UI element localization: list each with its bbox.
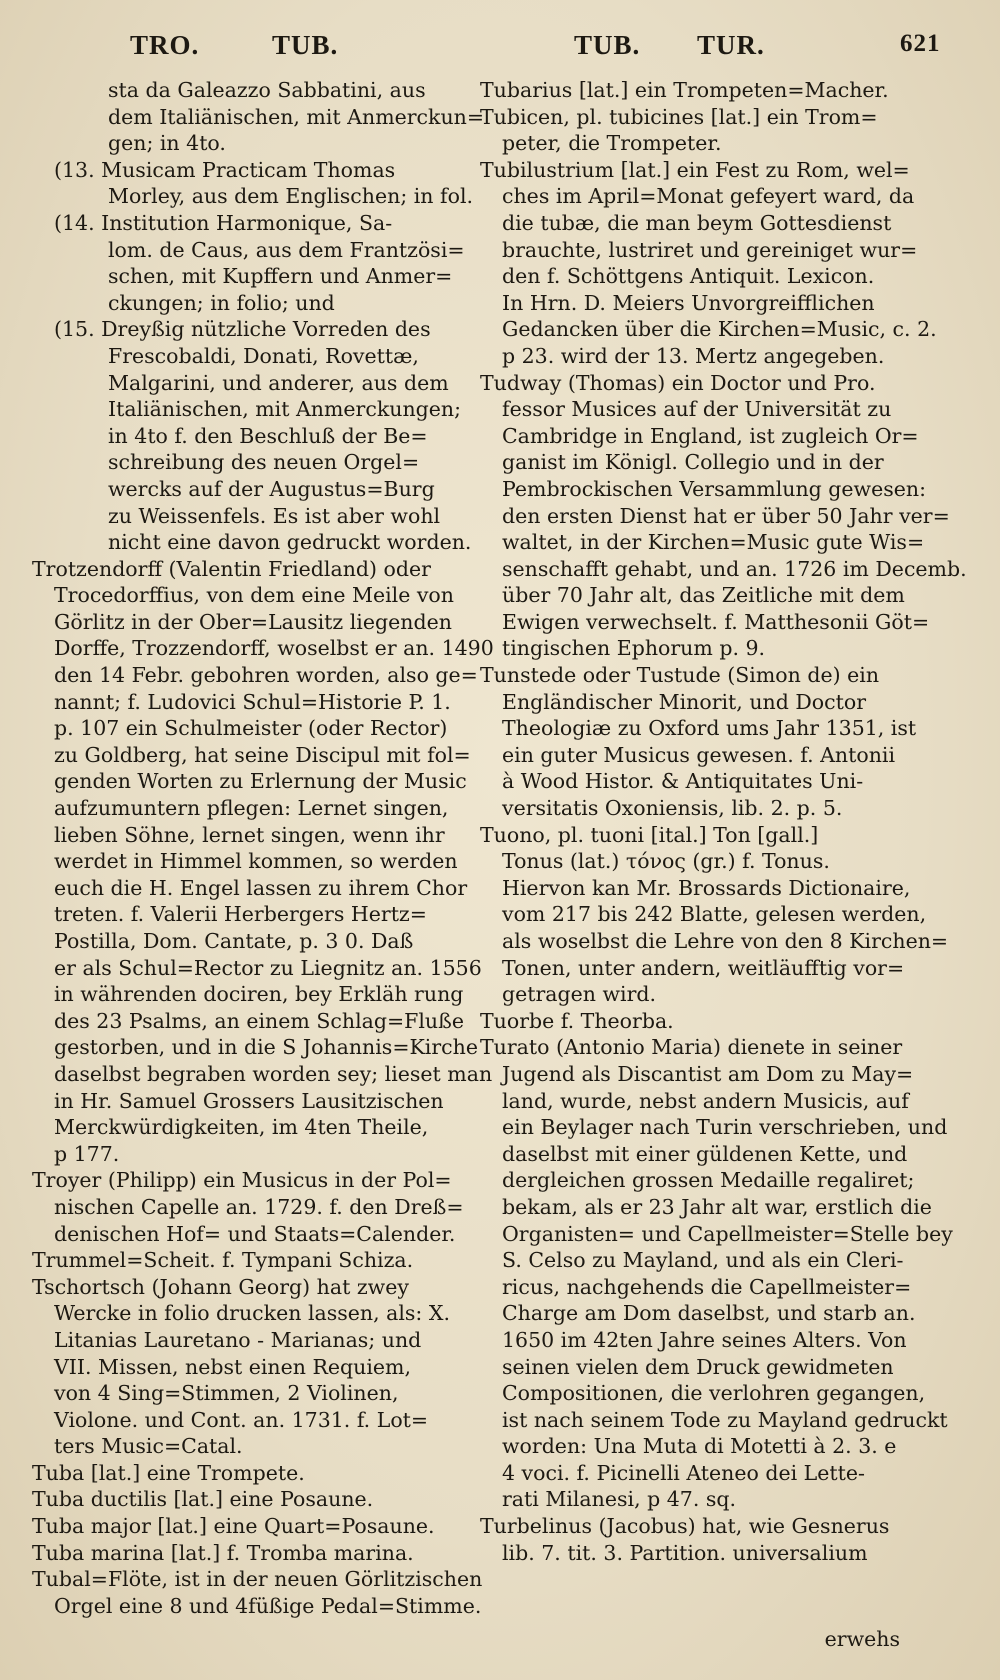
entry-line: senschafft gehabt, und an. 1726 im Decemb. [502, 556, 967, 581]
entry-line: lom. de Caus, aus dem Frantzösi= [108, 237, 465, 262]
entry-line: Tunstede oder Tustude (Simon de) ein [480, 663, 880, 688]
dictionary-entry [32, 556, 494, 1168]
entry-line: Cambridge in England, ist zugleich Or= [502, 423, 919, 448]
dictionary-entry [32, 1460, 468, 1487]
entry-line: aufzumuntern pflegen: Lernet singen, [54, 796, 449, 821]
entry-line: nicht eine davon gedruckt worden. [108, 530, 472, 555]
entry-line: Tuba [lat.] eine Trompete. [32, 1460, 305, 1485]
entry-line: Frescobaldi, Donati, Rovettæ, [108, 343, 419, 368]
entry-line: den 14 Febr. gebohren worden, also ge= [54, 663, 478, 688]
right-column [480, 77, 967, 1566]
entry-line: Trocedorffius, von dem eine Meile von [54, 583, 454, 608]
entry-line: Compositionen, die verlohren gegangen, [502, 1381, 926, 1406]
header-left-2: TUB. [272, 30, 339, 60]
page-number: 621 [900, 30, 941, 57]
entry-line: dem Italiänischen, mit Anmerckun= [108, 104, 485, 129]
dictionary-entry [32, 1513, 468, 1540]
entry-line: gen; in 4to. [108, 131, 226, 156]
entry-line: 1650 im 42ten Jahre seines Alters. Von [502, 1327, 907, 1352]
entry-line: den ersten Dienst hat er über 50 Jahr ver= [502, 503, 950, 528]
dictionary-entry [480, 822, 949, 1008]
entry-line: Engländischer Minorit, und Doctor [502, 689, 867, 714]
entry-line: Tuba major [lat.] eine Quart=Posaune. [32, 1514, 435, 1539]
dictionary-entry [32, 1247, 468, 1274]
catchword: erwehs [824, 1627, 900, 1651]
entry-line: Theologiæ zu Oxford ums Jahr 1351, ist [502, 716, 917, 741]
entry-line: Merckwürdigkeiten, im 4ten Theile, [54, 1115, 429, 1140]
entry-line: fessor Musices auf der Universität zu [502, 397, 892, 422]
entry-line: Tubal=Flöte, ist in der neuen Görlitzischen [32, 1567, 483, 1592]
dictionary-entry [32, 77, 485, 556]
entry-line: worden: Una Muta di Motetti à 2. 3. e [502, 1434, 897, 1459]
entry-line: Violone. und Cont. an. 1731. f. Lot= [54, 1407, 429, 1432]
entry-line: euch die H. Engel lassen zu ihrem Chor [54, 875, 468, 900]
entry-line: (15. Dreyßig nützliche Vorreden des [54, 317, 431, 342]
entry-line: nannt; f. Ludovici Schul=Historie P. 1. [54, 689, 451, 714]
entry-line: vom 217 bis 242 Blatte, gelesen werden, [502, 902, 927, 927]
entry-line: bekam, als er 23 Jahr alt war, erstlich die [502, 1194, 932, 1219]
entry-line: in währenden dociren, bey Erkläh rung [54, 982, 464, 1007]
dictionary-entry [480, 370, 967, 663]
entry-line: schreibung des neuen Orgel= [108, 450, 420, 475]
dictionary-entry [32, 1566, 483, 1619]
entry-line: Tubilustrium [lat.] ein Fest zu Rom, wel= [480, 157, 910, 182]
entry-line: Italiänischen, mit Anmerckungen; [108, 397, 462, 422]
entry-line: ein guter Musicus gewesen. f. Antonii [502, 742, 896, 767]
entry-line: p 177. [54, 1141, 120, 1166]
entry-line: Tuba ductilis [lat.] eine Posaune. [32, 1487, 374, 1512]
entry-line: Tonus (lat.) τόνος (gr.) f. Tonus. [502, 849, 830, 874]
entry-line: (14. Institution Harmonique, Sa- [54, 210, 393, 235]
running-header [0, 26, 1000, 66]
entry-line: Jugend als Discantist am Dom zu May= [502, 1061, 914, 1086]
entry-line: Postilla, Dom. Cantate, p. 3 0. Daß [54, 929, 414, 953]
entry-line: ters Music=Catal. [54, 1434, 243, 1459]
entry-line: treten. f. Valerii Herbergers Hertz= [54, 902, 427, 927]
entry-line: land, wurde, nebst andern Musicis, auf [502, 1088, 909, 1113]
entry-line: Tschortsch (Johann Georg) hat zwey [32, 1274, 409, 1299]
dictionary-entry [32, 1540, 468, 1567]
entry-line: waltet, in der Kirchen=Music gute Wis= [502, 530, 925, 555]
entry-line: Litanias Lauretano - Marianas; und [54, 1327, 422, 1352]
entry-line: Dorffe, Trozzendorff, woselbst er an. 1490 [54, 636, 494, 661]
entry-line: Malgarini, und anderer, aus dem [108, 370, 449, 395]
entry-line: über 70 Jahr alt, das Zeitliche mit dem [502, 583, 905, 608]
entry-line: tingischen Ephorum p. 9. [502, 636, 766, 661]
entry-line: lieben Söhne, lernet singen, wenn ihr [54, 822, 445, 847]
entry-line: Tonen, unter andern, weitläufftig vor= [502, 955, 905, 980]
entry-line: ches im April=Monat gefeyert ward, da [502, 184, 915, 209]
entry-line: Gedancken über die Kirchen=Music, c. 2. [502, 317, 937, 342]
entry-line: Tuba marina [lat.] f. Tromba marina. [32, 1540, 414, 1565]
entry-line: p 23. wird der 13. Mertz angegeben. [502, 343, 885, 368]
entry-line: (13. Musicam Practicam Thomas [54, 157, 396, 182]
entry-line: Turbelinus (Jacobus) hat, wie Gesnerus [480, 1514, 890, 1539]
entry-line: Trummel=Scheit. f. Tympani Schiza. [32, 1248, 414, 1273]
entry-line: rati Milanesi, p 47. sq. [502, 1487, 737, 1512]
entry-line: in 4to f. den Beschluß der Be= [108, 423, 428, 448]
entry-line: Morley, aus dem Englischen; in fol. [108, 184, 474, 209]
header-right-2: TUR. [697, 30, 765, 60]
entry-line: p. 107 ein Schulmeister (oder Rector) [54, 716, 448, 741]
entry-line: wercks auf der Augustus=Burg [108, 476, 435, 501]
entry-line: peter, die Trompeter. [502, 131, 722, 156]
entry-line: Görlitz in der Ober=Lausitz liegenden [54, 609, 452, 634]
entry-line: genden Worten zu Erlernung der Music [54, 769, 467, 794]
entry-line: In Hrn. D. Meiers Unvorgreifflichen [502, 290, 875, 315]
entry-line: à Wood Histor. & Antiquitates Uni- [502, 769, 864, 794]
entry-line: ein Beylager nach Turin verschrieben, und [502, 1115, 948, 1140]
dictionary-entry [480, 1008, 916, 1035]
dictionary-entry [480, 77, 916, 104]
entry-line: getragen wird. [502, 982, 657, 1007]
entry-line: denischen Hof= und Staats=Calender. [54, 1221, 456, 1246]
header-left-1: TRO. [130, 30, 200, 60]
dictionary-entry [480, 104, 916, 157]
entry-line: gestorben, und in die S Johannis=Kirche [54, 1035, 478, 1060]
entry-line: ist nach seinem Tode zu Mayland gedruckt [502, 1407, 948, 1432]
dictionary-entry [480, 1513, 916, 1566]
entry-line: die tubæ, die man beym Gottesdienst [502, 210, 892, 235]
entry-line: schen, mit Kupffern und Anmer= [108, 264, 453, 289]
entry-line: von 4 Sing=Stimmen, 2 Violinen, [54, 1381, 399, 1406]
entry-line: Orgel eine 8 und 4füßige Pedal=Stimme. [54, 1593, 482, 1618]
entry-line: Hiervon kan Mr. Brossards Dictionaire, [502, 875, 911, 900]
entry-line: Organisten= und Capellmeister=Stelle bey [502, 1221, 953, 1246]
entry-line: den f. Schöttgens Antiquit. Lexicon. [502, 264, 875, 289]
entry-line: Tuono, pl. tuoni [ital.] Ton [gall.] [480, 822, 819, 847]
entry-line: seinen vielen dem Druck gewidmeten [502, 1354, 894, 1379]
header-right-1: TUB. [574, 30, 641, 60]
entry-line: ckungen; in folio; und [108, 290, 335, 315]
entry-line: VII. Missen, nebst einen Requiem, [54, 1354, 411, 1379]
entry-line: lib. 7. tit. 3. Partition. universalium [502, 1540, 868, 1565]
entry-line: ricus, nachgehends die Capellmeister= [502, 1274, 912, 1299]
entry-line: Trotzendorff (Valentin Friedland) oder [32, 556, 431, 581]
entry-line: ganist im Königl. Collegio und in der [502, 450, 884, 475]
entry-line: des 23 Psalms, an einem Schlag=Fluße [54, 1008, 464, 1033]
dictionary-entry [32, 1274, 468, 1460]
entry-line: zu Weissenfels. Es ist aber wohl [108, 503, 441, 528]
dictionary-entry [32, 1167, 468, 1247]
entry-line: Turato (Antonio Maria) dienete in seiner [480, 1035, 903, 1060]
entry-line: S. Celso zu Mayland, und als ein Cleri- [502, 1248, 904, 1273]
left-column [32, 77, 494, 1619]
entry-line: sta da Galeazzo Sabbatini, aus [108, 78, 426, 102]
entry-line: dergleichen grossen Medaille regaliret; [502, 1168, 915, 1193]
dictionary-entry [32, 1486, 468, 1513]
entry-line: Wercke in folio drucken lassen, als: X. [54, 1301, 450, 1326]
entry-line: in Hr. Samuel Grossers Lausitzischen [54, 1088, 444, 1113]
entry-line: werdet in Himmel kommen, so werden [54, 849, 458, 874]
entry-line: nischen Capelle an. 1729. f. den Dreß= [54, 1194, 464, 1219]
entry-line: zu Goldberg, hat seine Discipul mit fol= [54, 742, 471, 767]
entry-line: Tuorbe f. Theorba. [480, 1008, 674, 1033]
entry-line: als woselbst die Lehre von den 8 Kirchen= [502, 929, 949, 953]
entry-line: Tubarius [lat.] ein Trompeten=Macher. [480, 78, 889, 102]
entry-line: er als Schul=Rector zu Liegnitz an. 1556 [54, 955, 482, 980]
dictionary-entry [480, 1034, 953, 1513]
entry-line: Troyer (Philipp) ein Musicus in der Pol= [32, 1168, 452, 1193]
entry-line: 4 voci. f. Picinelli Ateneo dei Lette- [502, 1460, 865, 1485]
entry-line: daselbst mit einer güldenen Kette, und [502, 1141, 908, 1166]
entry-line: Ewigen verwechselt. f. Matthesonii Göt= [502, 609, 930, 634]
entry-line: Charge am Dom daselbst, und starb an. [502, 1301, 916, 1326]
entry-line: Pembrockischen Versammlung gewesen: [502, 476, 926, 501]
entry-line: daselbst begraben worden sey; lieset man [54, 1061, 493, 1086]
entry-line: versitatis Oxoniensis, lib. 2. p. 5. [502, 796, 843, 821]
entry-line: Tudway (Thomas) ein Doctor und Pro. [480, 370, 876, 395]
entry-line: Tubicen, pl. tubicines [lat.] ein Trom= [480, 104, 878, 129]
entry-line: brauchte, lustriret und gereiniget wur= [502, 237, 918, 262]
dictionary-entry [480, 662, 916, 822]
dictionary-entry [480, 157, 937, 370]
